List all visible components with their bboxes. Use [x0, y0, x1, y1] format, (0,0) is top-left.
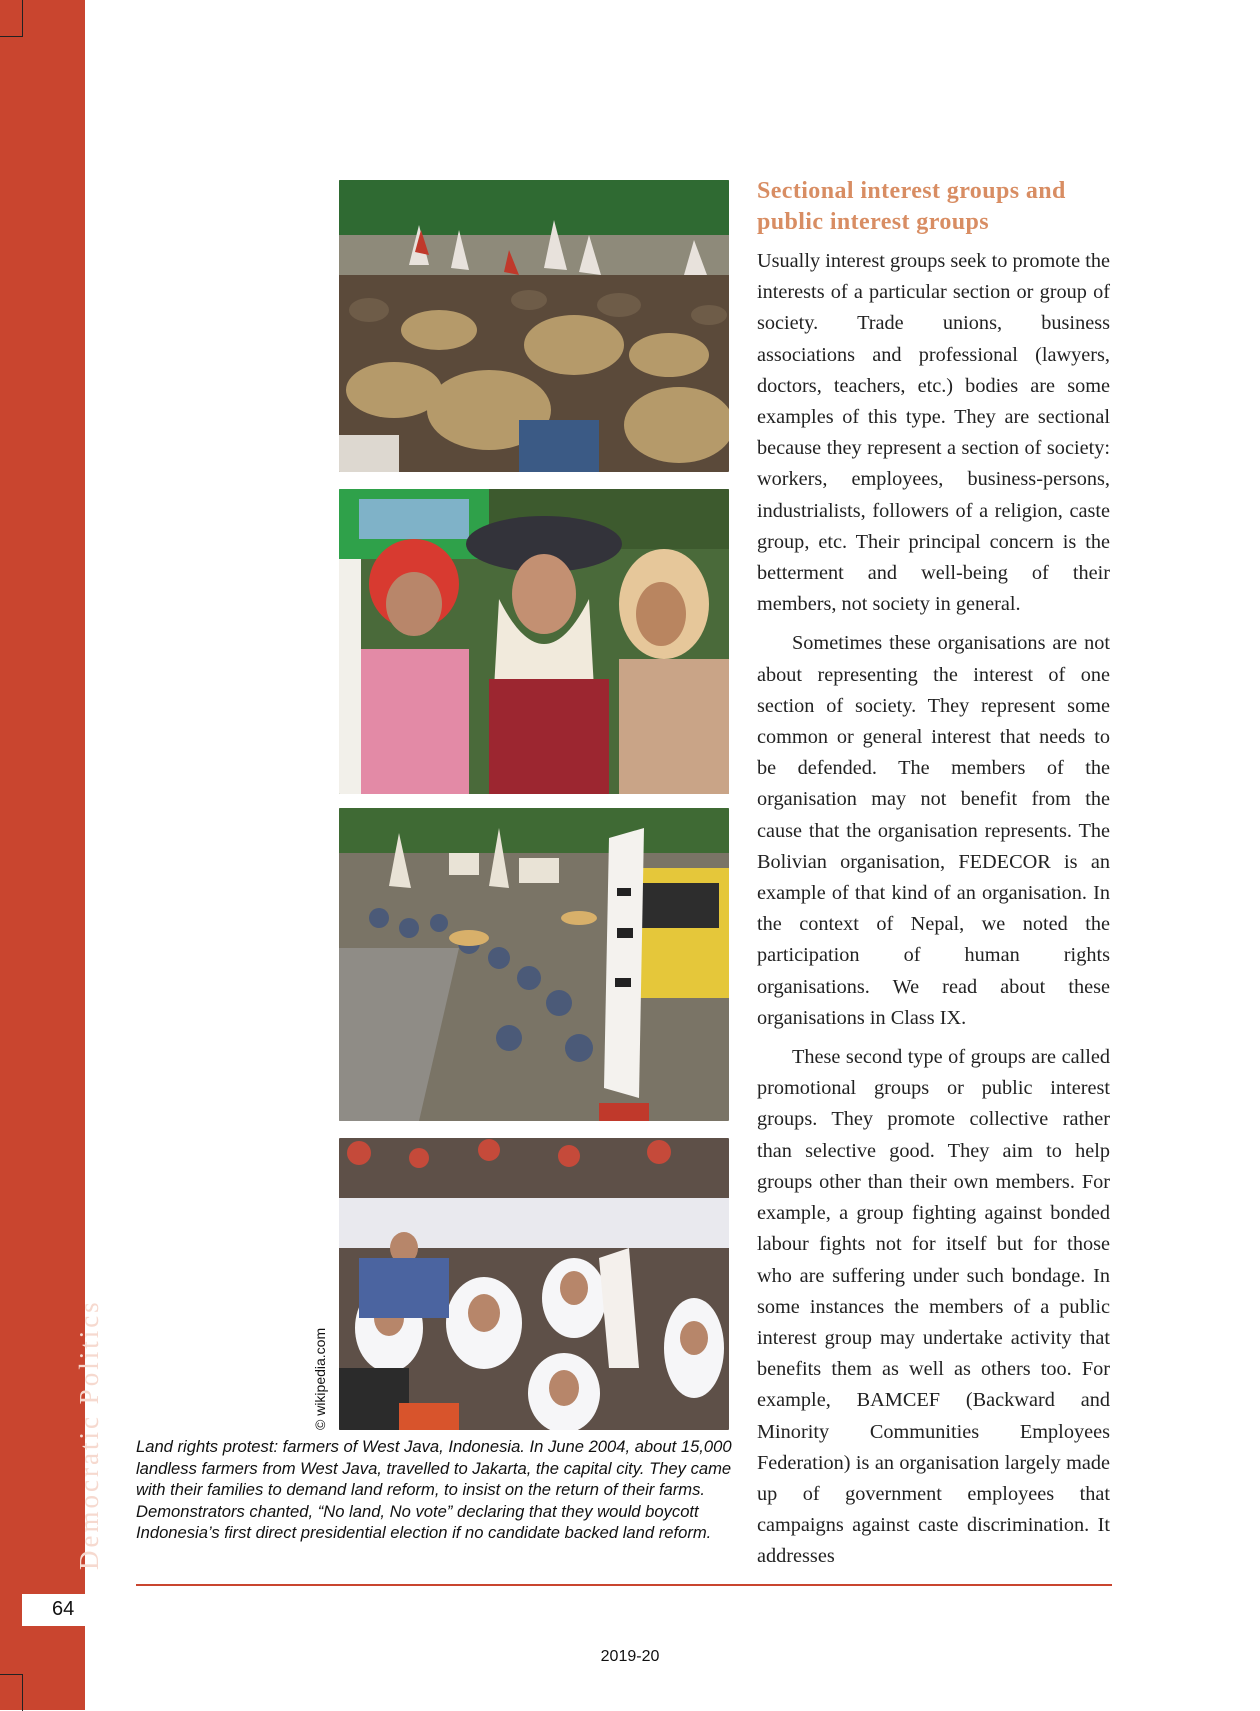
protest-photo-4: [339, 1138, 729, 1430]
page-number: 64: [52, 1598, 75, 1620]
paragraph-1: Usually interest groups seek to promote the interests of a particular section or group of society. Trade unions, business associations and professional (lawyers, doctors, teachers, etc.) bodies are some examples of this type. They are sectional because they represent a section of society: workers, employees, business-persons, industrialists, followers of a religion, caste group, etc. Their principal concern is the betterment and well-being of their members, not society in general.: [757, 250, 1110, 616]
crop-mark-bottom: [0, 1674, 23, 1711]
article-column: [757, 176, 1110, 1581]
crop-mark-top: [0, 0, 23, 37]
footer-year-text: 2019-20: [600, 1648, 660, 1665]
protest-photo-1: [339, 180, 729, 472]
section-heading: Sectional interest groups and public interest groups: [757, 178, 1066, 235]
footer-year: [0, 1648, 1260, 1666]
photo-caption: Land rights protest: farmers of West Java, Indonesia. In June 2004, about 15,000 landless farmers from West Java, travelled to Jakarta, the capital city. They came with their families to demand land reform, to insist on the return of their farms. Demonstrators chanted, “No land, No vote” declaring that they would boycott Indonesia’s first direct presidential election if no candidate backed land reform.: [136, 1437, 732, 1543]
footer-rule: [136, 1584, 1112, 1586]
paragraph-3: These second type of groups are called promotional groups or public interest groups. They promote collective rather than selective good. They aim to help groups other than their own members. For example, a group fighting against bonded labour fights not for itself but for those who are suffering under such bondage. In some instances the members of a public interest group may undertake activity that benefits them as well as others too. For example, BAMCEF (Backward and Minority Communities Employees Federation) is an organisation largely made up of government employees that campaigns against caste discrimination. It addresses: [757, 1046, 1110, 1568]
protest-photo-3: [339, 808, 729, 1121]
running-title: Democratic Politics: [74, 1299, 104, 1570]
photo-credit: © wikipedia.com: [312, 1327, 328, 1430]
protest-photo-2: [339, 489, 729, 794]
paragraph-2: Sometimes these organisations are not about representing the interest of one section of society. They represent some common or general interest that needs to be defended. The members of the organisation may not benefit from the cause that the organisation represents. The Bolivian organisation, FEDECOR is an example of that kind of an organisation. In the context of Nepal, we noted the participation of human rights organisations. We read about these organisations in Class IX.: [757, 632, 1110, 1029]
left-color-band: [0, 0, 85, 1710]
